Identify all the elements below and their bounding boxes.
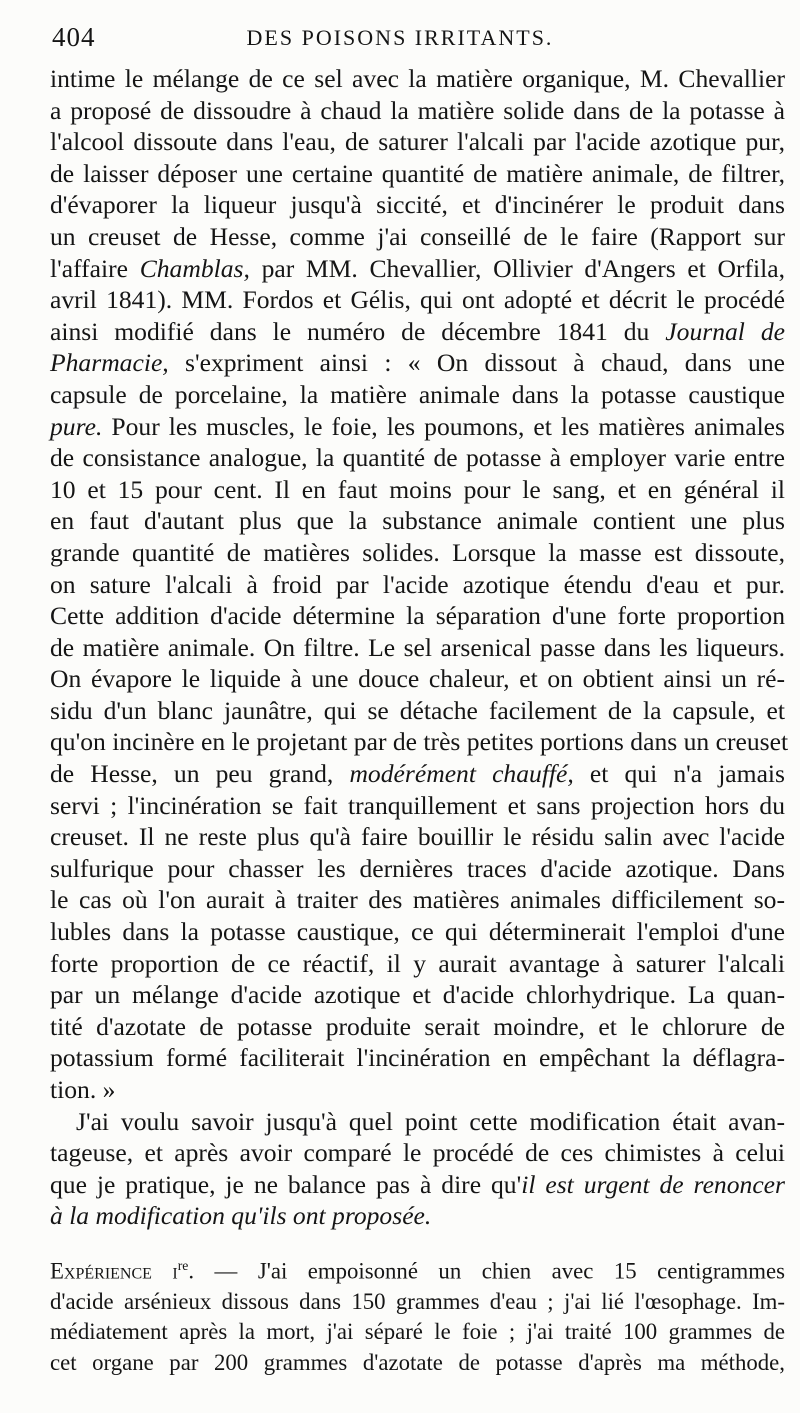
- text-line: tageuse, et après avoir comparé le procédé de ces chimistes à celui: [50, 1138, 785, 1168]
- italic-case-name: Chamblas,: [139, 253, 250, 283]
- text-line: lubles dans la potasse caustique, ce qui déterminerait l'emploi d'une: [50, 917, 785, 947]
- text-line: qu'on incinère en le projetant par de très petites portions dans un creuset: [50, 727, 789, 757]
- ordinal-suffix: re: [177, 1258, 189, 1273]
- text-line: tion. »: [50, 1075, 116, 1104]
- italic-journal-title: Journal de: [665, 316, 785, 346]
- text-line: [50, 347, 785, 379]
- italic-phrase: modérément chauffé,: [349, 759, 574, 789]
- text-run: de Hesse, un peu grand,: [50, 759, 350, 789]
- text-line: capsule de porcelaine, la matière animale dans la potasse caustique: [50, 379, 785, 409]
- text-line: creuset. Il ne reste plus qu'à faire bouillir le résidu salin avec l'acide: [50, 822, 785, 852]
- text-line: avril 1841). MM. Fordos et Gélis, qui ont adopté et décrit le procédé: [50, 285, 785, 315]
- text-line: de consistance analogue, la quantité de potasse à employer varie entre: [50, 443, 785, 473]
- text-run: Pour les muscles, le foie, les poumons, et les matières animales: [102, 411, 785, 441]
- text-line: On évapore le liquide à une douce chaleur, et on obtient ainsi un ré-: [50, 664, 785, 694]
- text-line: d'évaporer la liqueur jusqu'à siccité, et d'incinérer le produit dans: [50, 190, 785, 220]
- text-line: de laisser déposer une certaine quantité de matière animale, de filtrer,: [50, 158, 785, 188]
- text-line: [50, 1251, 785, 1287]
- text-run: par MM. Chevallier, Ollivier d'Angers et Orfila,: [249, 253, 786, 283]
- text-line: un creuset de Hesse, comme j'ai conseillé de le faire (Rapport sur: [50, 221, 785, 251]
- text-line: [50, 316, 785, 348]
- text-line: potassium formé faciliterait l'incinération en empêchant la déflagra-: [50, 1043, 785, 1073]
- text-line: grande quantité de matières solides. Lorsque la masse est dissoute,: [50, 537, 785, 567]
- text-line: sidu d'un blanc jaunâtre, qui se détache facilement de la capsule, et: [50, 695, 785, 725]
- text-line: 10 et 15 pour cent. Il en faut moins pour le sang, et en général il: [50, 474, 785, 504]
- text-line: le cas où l'on aurait à traiter des matières animales difficilement so-: [50, 885, 785, 915]
- text-line: à la modification qu'ils ont proposée.: [50, 1201, 432, 1231]
- text-run: et qui n'a jamais: [573, 759, 786, 789]
- text-line: d'acide arsénieux dissous dans 150 grammes d'eau ; j'ai lié l'œsophage. Im-: [50, 1289, 785, 1314]
- text-line: [50, 411, 785, 443]
- text-run: que je pratique, je ne balance pas à dire qu': [50, 1169, 522, 1199]
- text-line: forte proportion de ce réactif, il y aurait avantage à saturer l'alcali: [50, 948, 785, 978]
- page-number: 404: [52, 22, 96, 52]
- text-line: par un mélange d'acide azotique et d'acide chlorhydrique. La quan-: [50, 980, 785, 1010]
- running-title: DES POISONS IRRITANTS.: [246, 25, 554, 50]
- text-line: on sature l'alcali à froid par l'acide azotique étendu d'eau et pur.: [50, 569, 785, 599]
- text-line: en faut d'autant plus que la substance animale contient une plus: [50, 506, 785, 536]
- text-run: l'affaire: [50, 253, 140, 283]
- text-line: J'ai voulu savoir jusqu'à quel point cette modification était avan-: [76, 1106, 785, 1136]
- text-line: sulfurique pour chasser les dernières traces d'acide azotique. Dans: [50, 853, 785, 883]
- experiment-label: Expérience i: [50, 1258, 178, 1284]
- text-run: s'expriment ainsi : « On dissout à chaud, dans une: [168, 348, 785, 378]
- experiment-paragraph: [50, 1251, 785, 1378]
- text-line: cet organe par 200 grammes d'azotate de potasse d'après ma méthode,: [50, 1349, 785, 1375]
- italic-phrase: il est urgent de renoncer: [521, 1169, 785, 1199]
- text-run: . — J'ai empoisonné un chien avec 15 centigrammes: [188, 1258, 785, 1284]
- text-line: [50, 758, 785, 790]
- text-line: tité d'azotate de potasse produite serait moindre, et le chlorure de: [50, 1011, 785, 1041]
- text-line: médiatement après la mort, j'ai séparé le foie ; j'ai traité 100 grammes de: [50, 1319, 785, 1345]
- text-line: a proposé de dissoudre à chaud la matière solide dans de la potasse à: [50, 95, 785, 125]
- text-line: intime le mélange de ce sel avec la matière organique, M. Chevallier: [50, 64, 785, 93]
- text-line: [50, 1169, 785, 1201]
- text-line: l'alcool dissoute dans l'eau, de saturer l'alcali par l'acide azotique pur,: [50, 127, 785, 157]
- text-run: ainsi modifié dans le numéro de décembre 1841 du: [50, 316, 666, 346]
- text-line: servi ; l'incinération se fait tranquillement et sans projection hors du: [50, 790, 785, 820]
- page-header: [0, 20, 800, 60]
- text-line: de matière animale. On filtre. Le sel arsenical passe dans les liqueurs.: [50, 632, 785, 662]
- main-text: [50, 63, 789, 1232]
- italic-word: pure.: [50, 411, 103, 441]
- text-line: [50, 253, 785, 285]
- italic-journal-title: Pharmacie,: [50, 348, 169, 378]
- text-line: Cette addition d'acide détermine la séparation d'une forte proportion: [50, 601, 785, 631]
